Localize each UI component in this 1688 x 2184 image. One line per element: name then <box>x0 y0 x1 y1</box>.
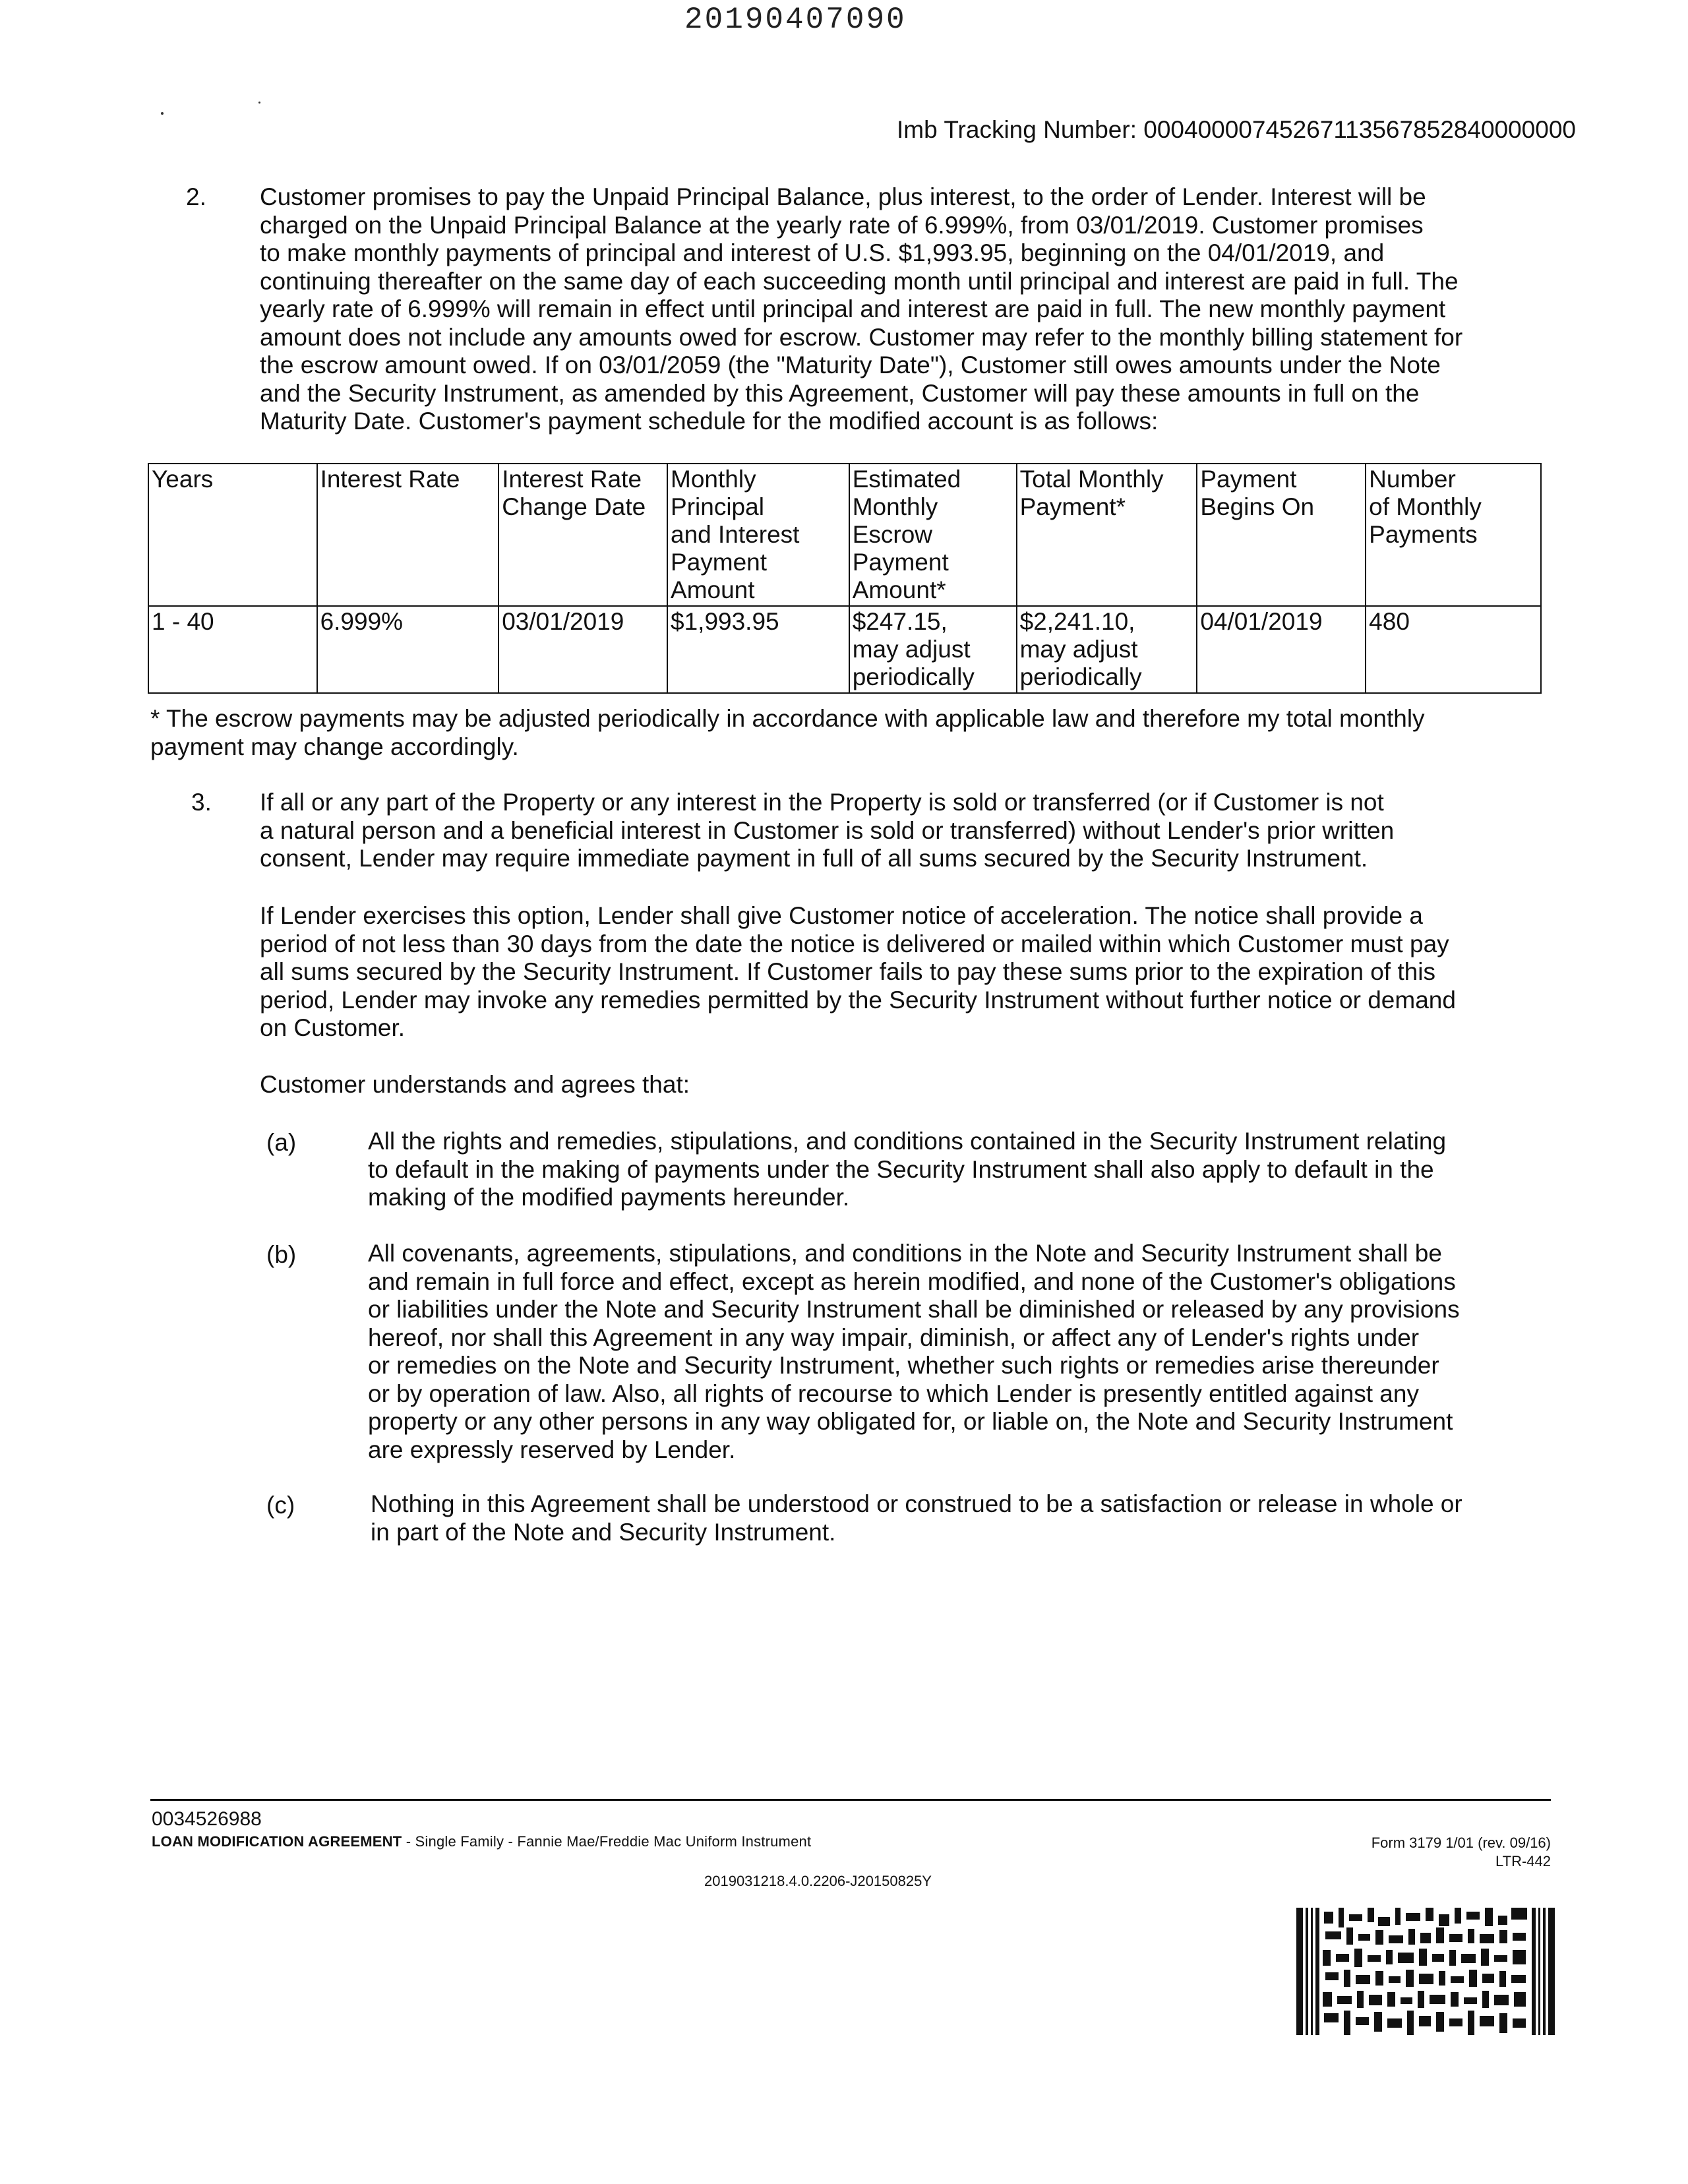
cell-interest-rate: 6.999% <box>317 606 499 693</box>
text-line: property or any other persons in any way obligated for, or liable on, the Note and Security Instrument <box>368 1408 1453 1435</box>
text-line: yearly rate of 6.999% will remain in effect until principal and interest are paid in full. The new monthly payment <box>260 295 1446 322</box>
section-3-paragraph-1 <box>260 789 1552 873</box>
text-line: charged on the Unpaid Principal Balance at the yearly rate of 6.999%, from 03/01/2019. Customer promises <box>260 211 1424 239</box>
barcode-icon <box>1296 1908 1555 2035</box>
text-line: are expressly reserved by Lender. <box>368 1436 736 1463</box>
text-line: making of the modified payments hereunder. <box>368 1184 850 1211</box>
text-line: to make monthly payments of principal and interest of U.S. $1,993.95, beginning on the 04/01/2019, and <box>260 239 1385 266</box>
table-header-row <box>148 464 1541 606</box>
text-line: Customer promises to pay the Unpaid Principal Balance, plus interest, to the order of Lender. Interest will be <box>260 183 1426 210</box>
form-title-rest: - Single Family - Fannie Mae/Freddie Mac Uniform Instrument <box>402 1833 812 1850</box>
section-2-text <box>260 183 1552 436</box>
document-number: 20190407090 <box>684 3 907 37</box>
text-line: in part of the Note and Security Instrument. <box>371 1518 836 1546</box>
text-line: a natural person and a beneficial interest in Customer is sold or transferred) without Lender's prior written <box>260 816 1395 844</box>
text-line: All the rights and remedies, stipulations, and conditions contained in the Security Instrument relating <box>368 1128 1447 1155</box>
text-line: all sums secured by the Security Instrument. If Customer fails to pay these sums prior to the expiration of this <box>260 958 1435 985</box>
header-escrow: Estimated Monthly Escrow Payment Amount* <box>849 464 1017 606</box>
form-title <box>152 1833 811 1850</box>
text-line: on Customer. <box>260 1014 406 1041</box>
header-number-payments: Number of Monthly Payments <box>1366 464 1541 606</box>
cell-total-payment: $2,241.10, may adjust periodically <box>1017 606 1197 693</box>
scan-speck <box>161 112 164 115</box>
text-line: payment may change accordingly. <box>150 733 519 760</box>
text-line: the escrow amount owed. If on 03/01/2059 (the "Maturity Date"), Customer still owes amounts under the Note <box>260 351 1441 379</box>
header-principal-interest: Monthly Principal and Interest Payment Amount <box>667 464 849 606</box>
item-b-label: (b) <box>266 1241 297 1268</box>
item-c-text <box>371 1490 1557 1546</box>
item-b-text <box>368 1240 1555 1464</box>
scan-speck <box>258 102 260 104</box>
text-line: period, Lender may invoke any remedies permitted by the Security Instrument without further notice or demand <box>260 986 1456 1014</box>
section-3-paragraph-3: Customer understands and agrees that: <box>260 1071 690 1098</box>
cell-number-payments: 480 <box>1366 606 1541 693</box>
text-line: amount does not include any amounts owed for escrow. Customer may refer to the monthly billing statement for <box>260 323 1463 351</box>
cell-principal-interest: $1,993.95 <box>667 606 849 693</box>
letter-code: LTR-442 <box>1495 1853 1551 1869</box>
cell-escrow: $247.15, may adjust periodically <box>849 606 1017 693</box>
imb-tracking-number: Imb Tracking Number: 00040000745267113567852840000000 <box>897 116 1576 143</box>
form-title-bold: LOAN MODIFICATION AGREEMENT <box>152 1833 402 1850</box>
section-3-paragraph-2 <box>260 902 1552 1043</box>
text-line: consent, Lender may require immediate payment in full of all sums secured by the Security Instrument. <box>260 845 1368 872</box>
text-line: Nothing in this Agreement shall be understood or construed to be a satisfaction or release in whole or <box>371 1490 1462 1517</box>
text-line: and remain in full force and effect, except as herein modified, and none of the Customer's obligations <box>368 1267 1456 1295</box>
text-line: period of not less than 30 days from the date the notice is delivered or mailed within which Customer must pay <box>260 930 1449 957</box>
text-line: Maturity Date. Customer's payment schedule for the modified account is as follows: <box>260 408 1159 435</box>
item-a-text <box>368 1128 1555 1212</box>
header-begins-on: Payment Begins On <box>1197 464 1366 606</box>
text-line: or by operation of law. Also, all rights of recourse to which Lender is presently entitled against any <box>368 1380 1419 1407</box>
text-line: If Lender exercises this option, Lender shall give Customer notice of acceleration. The notice shall provide a <box>260 902 1423 929</box>
text-line: continuing thereafter on the same day of each succeeding month until principal and interest are paid in full. The <box>260 267 1459 295</box>
item-c-label: (c) <box>266 1492 295 1519</box>
footer-divider <box>150 1799 1551 1801</box>
header-total-payment: Total Monthly Payment* <box>1017 464 1197 606</box>
text-line: and the Security Instrument, as amended by this Agreement, Customer will pay these amounts in full on the <box>260 379 1420 407</box>
text-line: * The escrow payments may be adjusted periodically in accordance with applicable law and therefore my total monthly <box>150 705 1425 732</box>
text-line: If all or any part of the Property or any interest in the Property is sold or transferred (or if Customer is not <box>260 789 1384 816</box>
cell-begins-on: 04/01/2019 <box>1197 606 1366 693</box>
form-number: Form 3179 1/01 (rev. 09/16) <box>1371 1835 1551 1851</box>
cell-years: 1 - 40 <box>148 606 317 693</box>
table-footnote <box>150 704 1535 761</box>
header-interest-rate: Interest Rate <box>317 464 499 606</box>
payment-schedule-table <box>148 463 1542 694</box>
table-row <box>148 606 1541 693</box>
document-code: 2019031218.4.0.2206-J20150825Y <box>704 1873 932 1889</box>
section-2-number: 2. <box>186 183 206 210</box>
text-line: or liabilities under the Note and Security Instrument shall be diminished or released by any provisions <box>368 1296 1460 1323</box>
item-a-label: (a) <box>266 1129 297 1156</box>
section-3-number: 3. <box>191 789 212 816</box>
text-line: or remedies on the Note and Security Instrument, whether such rights or remedies arise thereunder <box>368 1352 1439 1379</box>
text-line: hereof, nor shall this Agreement in any way impair, diminish, or affect any of Lender's rights under <box>368 1323 1420 1351</box>
text-line: All covenants, agreements, stipulations, and conditions in the Note and Security Instrument shall be <box>368 1240 1442 1267</box>
header-years: Years <box>148 464 317 606</box>
header-change-date: Interest Rate Change Date <box>498 464 667 606</box>
account-number: 0034526988 <box>152 1808 262 1830</box>
text-line: to default in the making of payments under the Security Instrument shall also apply to default in the <box>368 1155 1434 1183</box>
cell-change-date: 03/01/2019 <box>498 606 667 693</box>
